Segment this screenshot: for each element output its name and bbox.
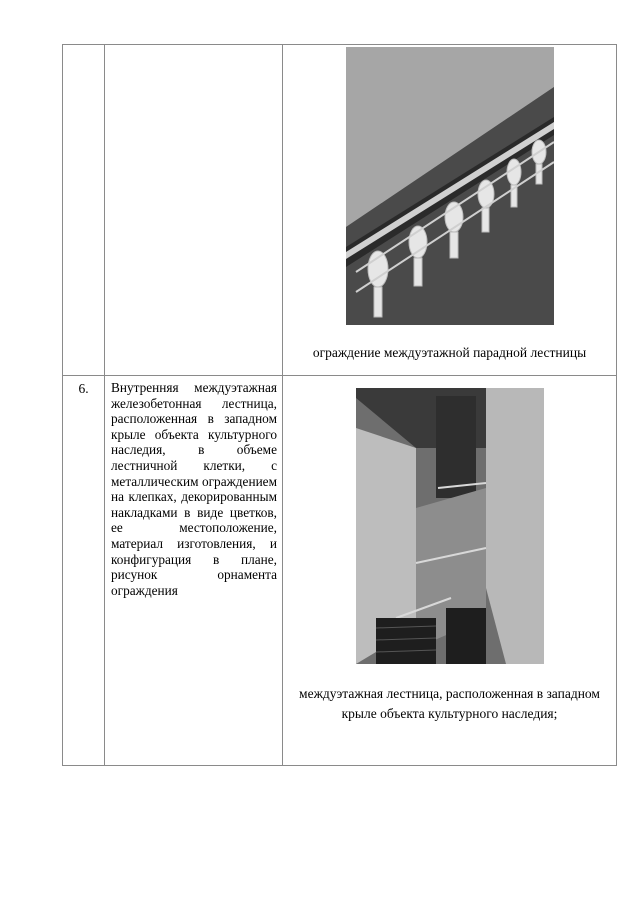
photo-caption: ограждение междуэтажной парадной лестницы bbox=[312, 345, 587, 360]
staircase-photo-icon bbox=[356, 388, 544, 664]
photo-cell bbox=[283, 376, 617, 766]
photo-caption: междуэтажная лестница, расположенная в западном крыле объекта культурного наследия; bbox=[299, 686, 600, 721]
row-number bbox=[63, 45, 105, 376]
table-row bbox=[63, 45, 617, 376]
table-row bbox=[63, 376, 617, 766]
row-number: 6. bbox=[63, 376, 105, 766]
object-table bbox=[62, 44, 617, 766]
stair-railing-photo-icon bbox=[346, 47, 554, 325]
photo-cell bbox=[283, 45, 617, 376]
row-description bbox=[105, 45, 283, 376]
row-description: Внутренняя междуэтажная железобетонная лестница, расположенная в западном крыле объекта культурного наследия, в объеме лестничной клетки, с металлическим ограждением на клепках, декорированным накладками в виде цветков, ее местоположение, материал изготовления, и конфигурация в плане, рисунок орнамента ограждения bbox=[105, 376, 283, 766]
